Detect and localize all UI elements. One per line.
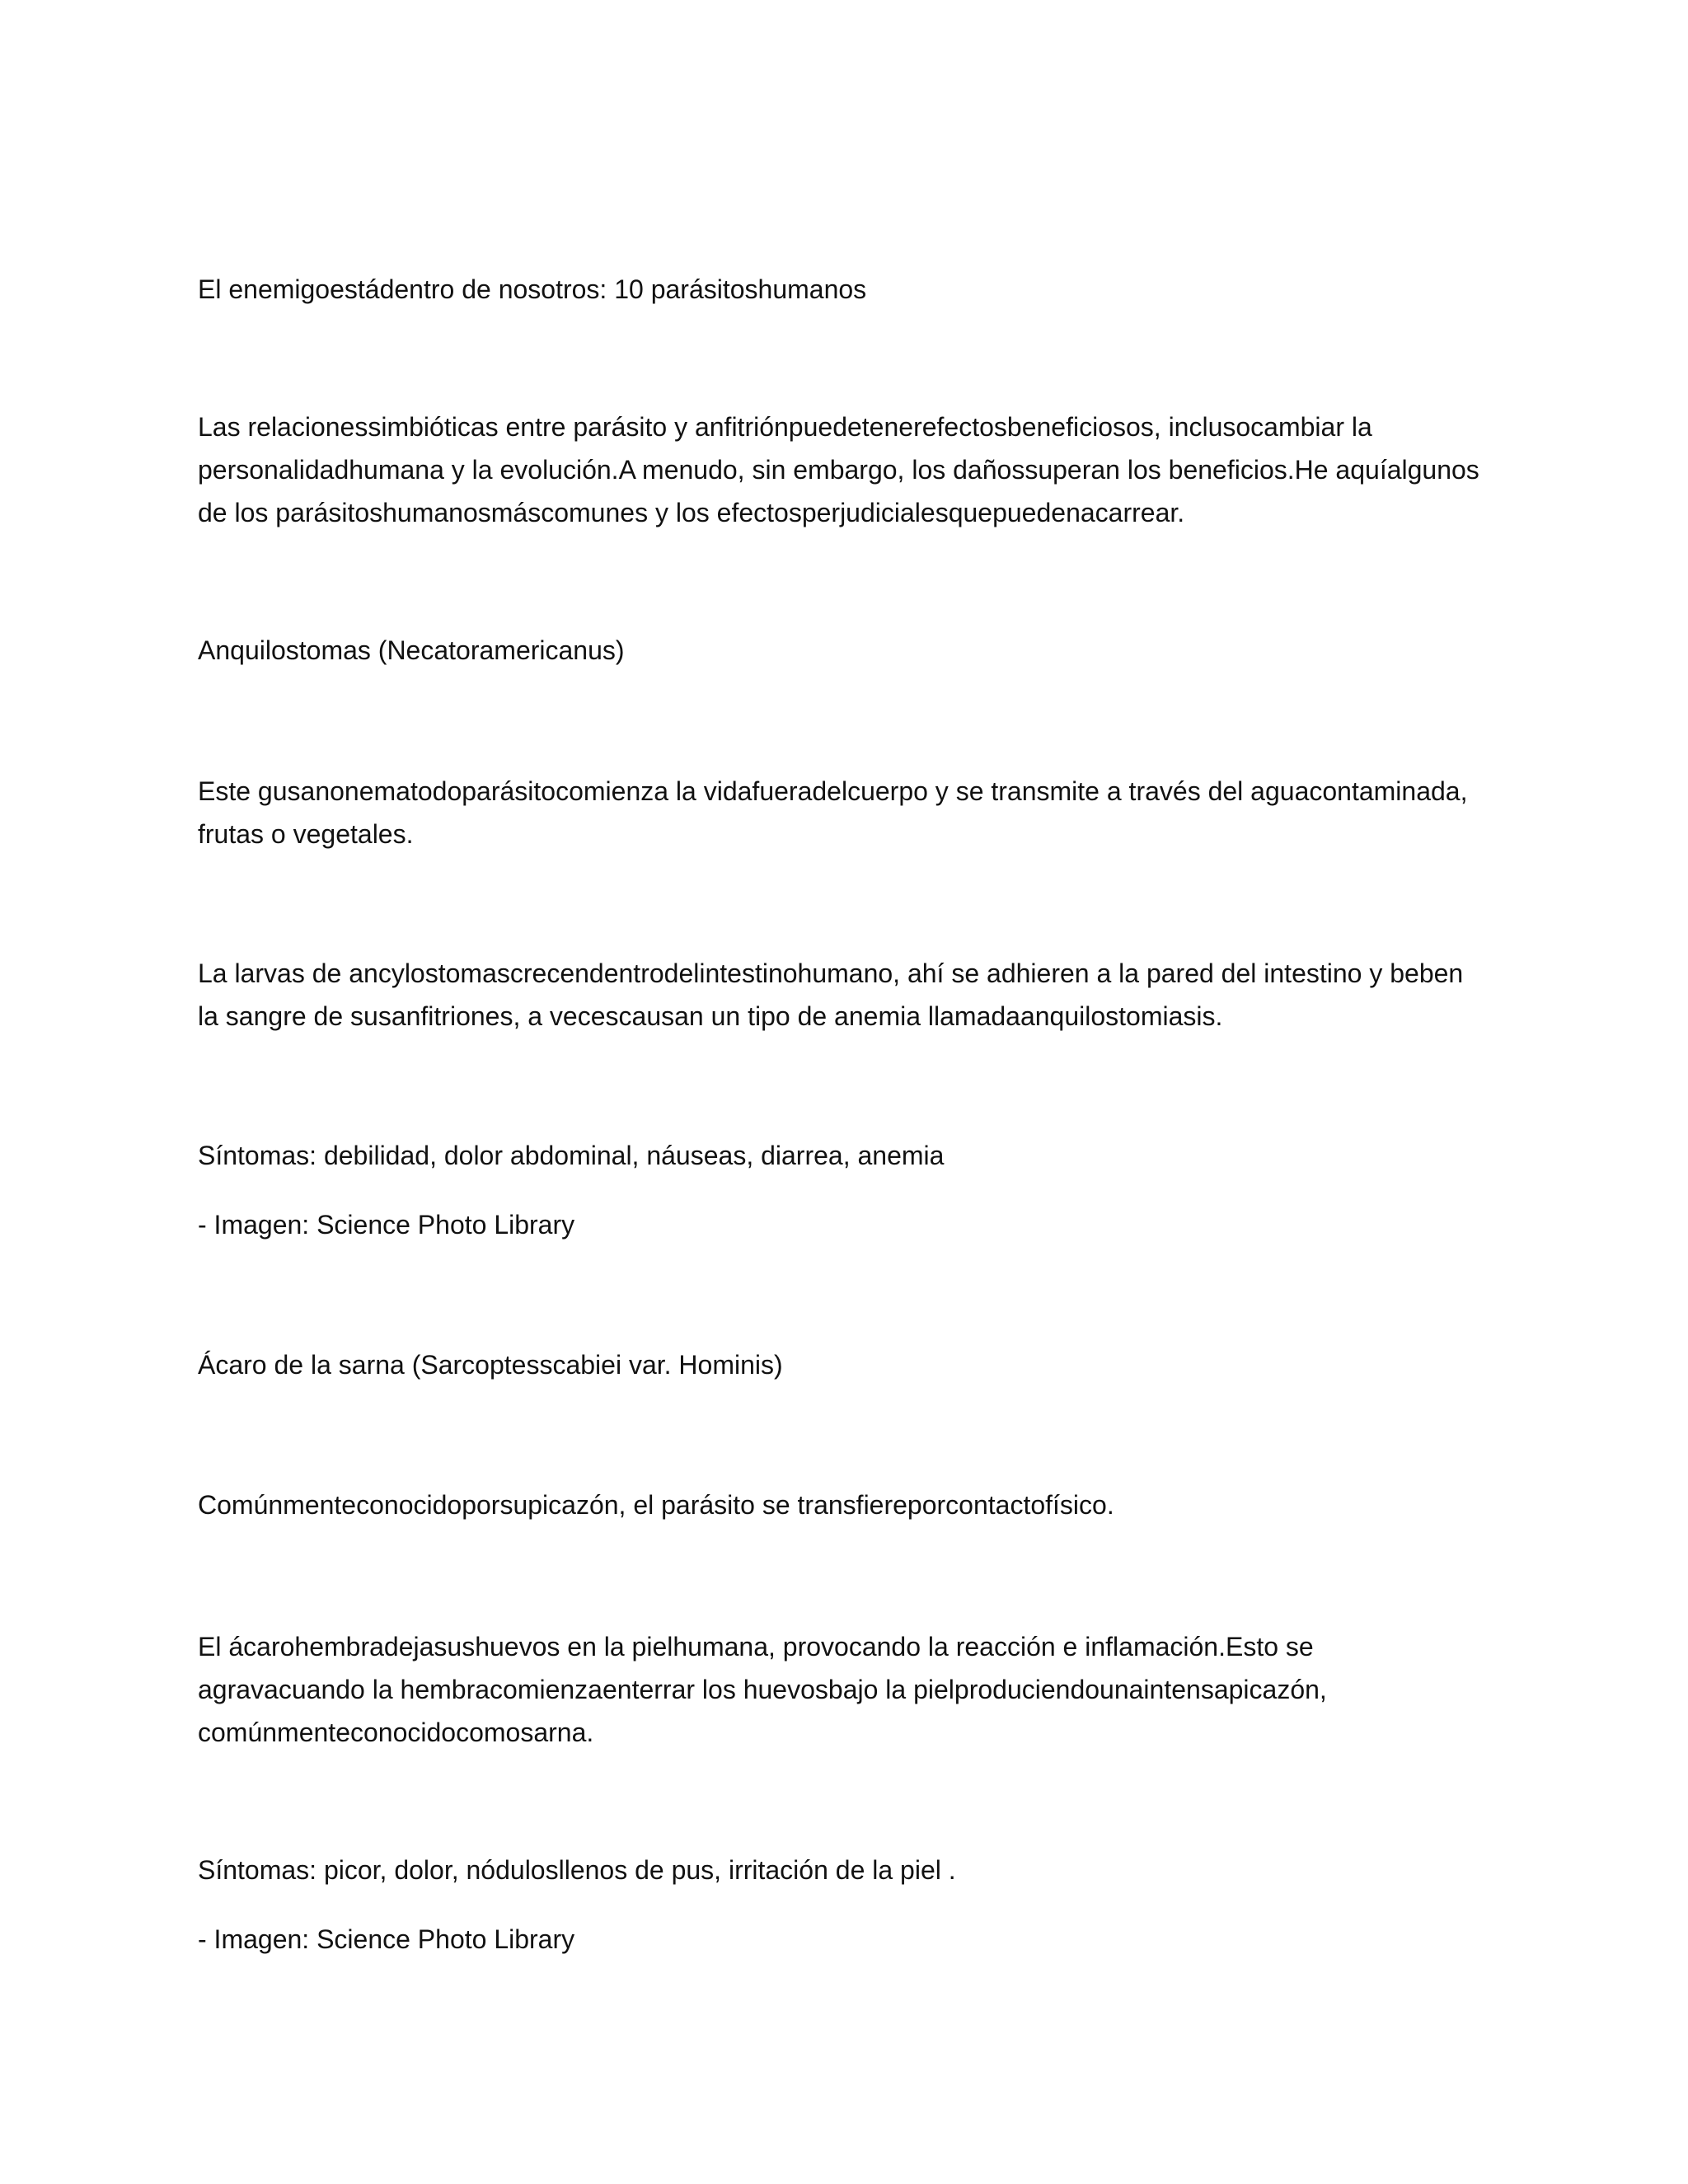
symptoms-scabies: Síntomas: picor, dolor, nódulosllenos de pus, irritación de la piel . xyxy=(198,1855,956,1885)
intro-paragraph: Las relacionessimbióticas entre parásito y anfitriónpuedetenerefectosbeneficiosos, inclusocambiar la personalidadhumana y la evolución.A menudo, sin embargo, los dañossuperan los beneficios.He aquíalgunos de los parásitoshumanosmáscomunes y los efectosperjudicialesquepuedenacarrear. xyxy=(198,412,1479,527)
symptoms-hookworms: Síntomas: debilidad, dolor abdominal, náuseas, diarrea, anemia xyxy=(198,1141,945,1170)
section-heading-hookworms: Anquilostomas (Necatoramericanus) xyxy=(198,635,625,665)
image-credit-hookworms: - Imagen: Science Photo Library xyxy=(198,1210,575,1240)
section-heading-scabies-mite: Ácaro de la sarna (Sarcoptesscabiei var. Hominis) xyxy=(198,1350,783,1380)
section-paragraph-hookworms-2: La larvas de ancylostomascrecendentrodelintestinohumano, ahí se adhieren a la pared del intestino y beben la sangre de susanfitriones, a vecescausan un tipo de anemia llamadaanquilostomiasis. xyxy=(198,958,1464,1031)
section-paragraph-scabies-1: Comúnmenteconocidoporsupicazón, el parásito se transfiereporcontactofísico. xyxy=(198,1490,1114,1520)
document-title: El enemigoestádentro de nosotros: 10 parásitoshumanos xyxy=(198,274,867,304)
section-paragraph-scabies-2: El ácarohembradejasushuevos en la pielhumana, provocando la reacción e inflamación.Esto se agravacuando la hembracomienzaenterrar los huevosbajo la pielproduciendounaintensapicazón, comúnmenteconocidocomosarna. xyxy=(198,1632,1327,1747)
image-credit-scabies: - Imagen: Science Photo Library xyxy=(198,1924,575,1954)
section-paragraph-hookworms-1: Este gusanonematodoparásitocomienza la vidafueradelcuerpo y se transmite a través del aguacontaminada, frutas o vegetales. xyxy=(198,776,1468,849)
